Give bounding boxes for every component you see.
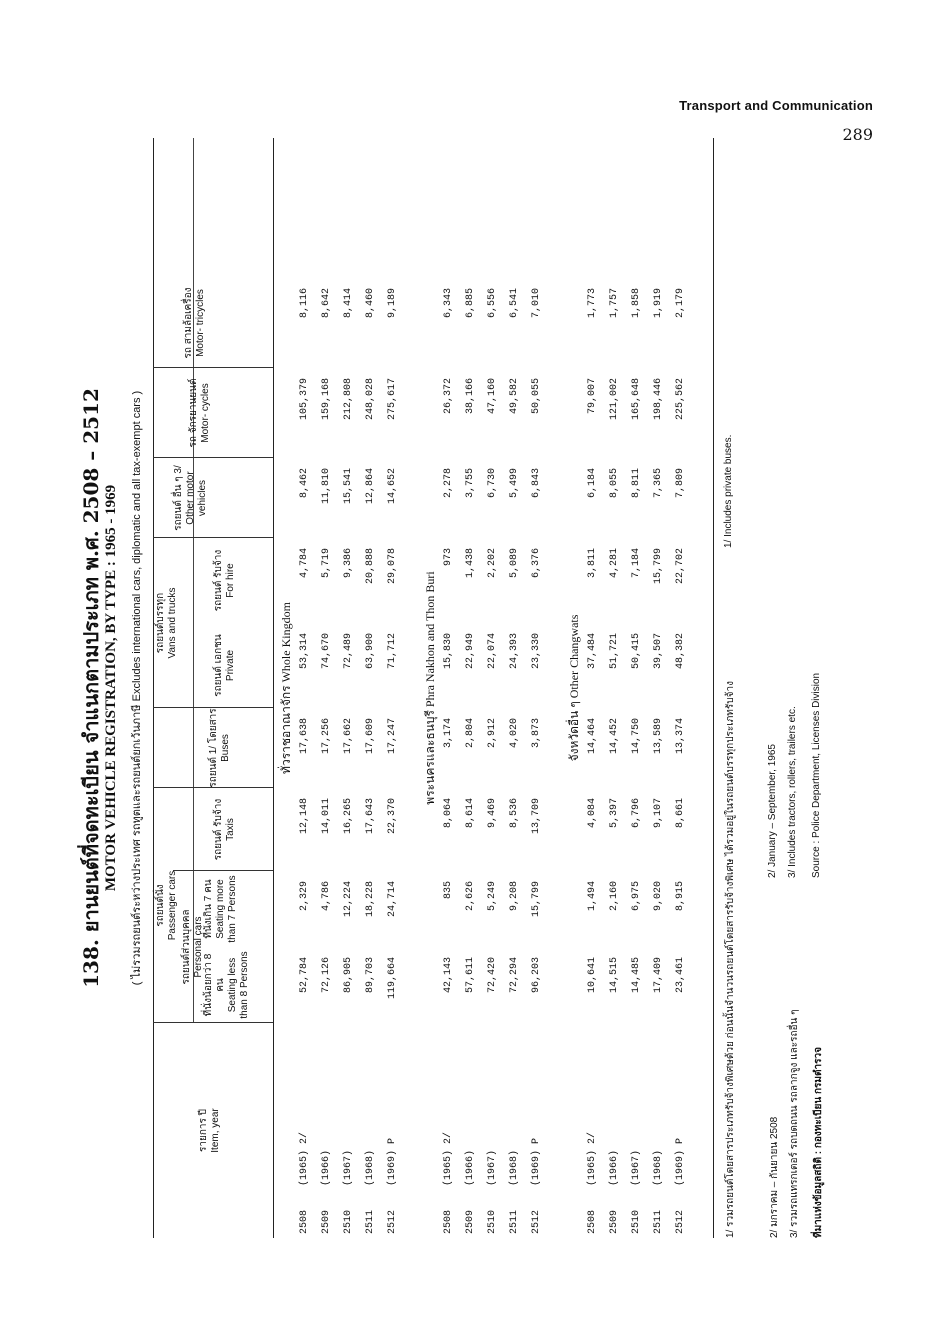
cell-other: 3,755 <box>465 468 476 499</box>
cell-other: 8,055 <box>609 468 620 499</box>
cell-lt8: 42,143 <box>443 957 454 994</box>
col-buses: รถยนต์ 1/ โดยสาร Buses <box>208 708 231 788</box>
cell-year: (1968) <box>509 1149 520 1186</box>
cell-gt7: 24,714 <box>387 881 398 918</box>
col-motorcycles: รถ จักรยานยนต์ Motor- cycles <box>188 378 211 448</box>
cell-hire: 15,799 <box>653 548 664 585</box>
section-title: Transport and Communication <box>679 98 873 113</box>
cell-other: 6,184 <box>587 468 598 499</box>
footnote-3-thai: 3/ รวมรถแทรกเตอร์ รถบดถนน รถลากจูง และรถอื่น ๆ <box>789 1009 800 1238</box>
cell-private: 39,507 <box>653 633 664 670</box>
table-row <box>343 138 360 1238</box>
cell-gt7: 6,975 <box>631 881 642 912</box>
cell-tri: 8,460 <box>365 288 376 319</box>
group-title-phra-nakhon-thon-buri: พระนครและธนบุรี Phra Nakhon and Thon Buri <box>423 571 437 805</box>
group-title-whole-kingdom: ทั่วราชอาณาจักร Whole Kingdom <box>279 602 293 774</box>
cell-moto: 50,055 <box>531 378 542 415</box>
table-row <box>465 138 482 1238</box>
table-row <box>509 138 526 1238</box>
cell-be: 2508 <box>443 1209 454 1234</box>
cell-moto: 275,617 <box>387 378 398 421</box>
cell-buses: 2,804 <box>465 718 476 749</box>
cell-year: (1967) <box>343 1149 354 1186</box>
cell-private: 24,393 <box>509 633 520 670</box>
cell-taxis: 8,661 <box>675 798 686 829</box>
table-row <box>675 138 692 1238</box>
cell-year: (1967) <box>487 1149 498 1186</box>
cell-hire: 6,376 <box>531 548 542 579</box>
table-row <box>443 138 460 1238</box>
cell-tri: 1,773 <box>587 288 598 319</box>
cell-taxis: 13,709 <box>531 798 542 835</box>
table-row <box>321 138 338 1238</box>
cell-year: (1969) P <box>387 1137 398 1186</box>
cell-lt8: 72,126 <box>321 957 332 994</box>
cell-tri: 2,179 <box>675 288 686 319</box>
cell-buses: 17,609 <box>365 718 376 755</box>
cell-gt7: 8,915 <box>675 881 686 912</box>
cell-other: 8,462 <box>299 468 310 499</box>
cell-be: 2510 <box>487 1209 498 1234</box>
cell-other: 5,499 <box>509 468 520 499</box>
cell-tri: 8,642 <box>321 288 332 319</box>
cell-tri: 1,919 <box>653 288 664 319</box>
cell-private: 48,382 <box>675 633 686 670</box>
cell-year: (1969) P <box>675 1137 686 1186</box>
cell-tri: 8,116 <box>299 288 310 319</box>
footnote-1-thai: 1/ รวมรถยนต์โดยสารประเภทรับจ้างพิเศษด้วย ก่อนนั้นจำนวนรถยนต์โดยสารรับจ้างพิเศษ ได้รวมอยู่ในรถยนต์บรรทุกประเภทรับจ้าง <box>725 681 736 1238</box>
footnote-2-english: 2/ January – September, 1965 <box>767 744 778 878</box>
cell-buses: 2,912 <box>487 718 498 749</box>
cell-year: (1968) <box>365 1149 376 1186</box>
cell-buses: 13,589 <box>653 718 664 755</box>
cell-hire: 20,888 <box>365 548 376 585</box>
cell-year: (1965) 2/ <box>443 1131 454 1186</box>
cell-moto: 248,028 <box>365 378 376 421</box>
col-item: รายการ ปี Item, year <box>198 1108 221 1153</box>
cell-private: 74,670 <box>321 633 332 670</box>
cell-taxis: 16,265 <box>343 798 354 835</box>
page-number: 289 <box>842 125 873 144</box>
table-row <box>365 138 382 1238</box>
cell-lt8: 119,664 <box>387 957 398 1000</box>
source-english: Source : Police Department, Licenses Division <box>811 672 822 878</box>
col-taxis: รถยนต์ รับจ้าง Taxis <box>213 798 236 861</box>
cell-other: 2,278 <box>443 468 454 499</box>
cell-tri: 9,189 <box>387 288 398 319</box>
cell-moto: 47,160 <box>487 378 498 415</box>
cell-tri: 8,414 <box>343 288 354 319</box>
table-row <box>653 138 670 1238</box>
cell-hire: 9,386 <box>343 548 354 579</box>
cell-year: (1966) <box>321 1149 332 1186</box>
cell-buses: 17,256 <box>321 718 332 755</box>
cell-buses: 14,464 <box>587 718 598 755</box>
cell-year: (1967) <box>631 1149 642 1186</box>
cell-taxis: 9,469 <box>487 798 498 829</box>
cell-gt7: 5,249 <box>487 881 498 912</box>
cell-tri: 1,757 <box>609 288 620 319</box>
cell-be: 2508 <box>587 1209 598 1234</box>
cell-hire: 3,811 <box>587 548 598 579</box>
cell-gt7: 9,208 <box>509 881 520 912</box>
table-row <box>587 138 604 1238</box>
cell-moto: 121,002 <box>609 378 620 421</box>
table-title-thai: 138. ยานยนต์ที่จดทะเบียน จำแนกตามประเภท พ.ศ. 2508 – 2512 <box>79 388 103 988</box>
cell-other: 6,843 <box>531 468 542 499</box>
col-vans-private: รถยนต์ เอกชน Private <box>213 634 236 697</box>
rotated-table-page <box>75 138 885 1238</box>
cell-year: (1966) <box>609 1149 620 1186</box>
cell-be: 2511 <box>653 1209 664 1234</box>
cell-other: 12,864 <box>365 468 376 505</box>
cell-be: 2509 <box>609 1209 620 1234</box>
cell-buses: 14,452 <box>609 718 620 755</box>
cell-tri: 6,343 <box>443 288 454 319</box>
cell-moto: 225,562 <box>675 378 686 421</box>
col-seating-less-than-8: ที่นั่งน้อยกว่า 8 คน Seating less than 8 Persons <box>203 951 250 1019</box>
cell-tri: 6,541 <box>509 288 520 319</box>
cell-be: 2512 <box>675 1209 686 1234</box>
cell-taxis: 12,148 <box>299 798 310 835</box>
cell-taxis: 6,796 <box>631 798 642 829</box>
cell-gt7: 4,786 <box>321 881 332 912</box>
cell-be: 2512 <box>531 1209 542 1234</box>
cell-lt8: 57,611 <box>465 957 476 994</box>
cell-buses: 13,374 <box>675 718 686 755</box>
cell-hire: 29,078 <box>387 548 398 585</box>
cell-moto: 198,446 <box>653 378 664 421</box>
table-row <box>631 138 648 1238</box>
cell-be: 2509 <box>321 1209 332 1234</box>
table-row <box>531 138 548 1238</box>
table-row <box>487 138 504 1238</box>
cell-year: (1968) <box>653 1149 664 1186</box>
cell-lt8: 17,409 <box>653 957 664 994</box>
cell-tri: 1,858 <box>631 288 642 319</box>
cell-hire: 973 <box>443 548 454 567</box>
cell-taxis: 9,107 <box>653 798 664 829</box>
col-vans-for-hire: รถยนต์ รับจ้าง For hire <box>213 549 236 612</box>
cell-hire: 4,281 <box>609 548 620 579</box>
cell-hire: 2,202 <box>487 548 498 579</box>
cell-moto: 38,166 <box>465 378 476 415</box>
cell-lt8: 89,703 <box>365 957 376 994</box>
cell-hire: 7,184 <box>631 548 642 579</box>
cell-other: 14,652 <box>387 468 398 505</box>
table-row <box>299 138 316 1238</box>
cell-private: 51,721 <box>609 633 620 670</box>
cell-other: 15,541 <box>343 468 354 505</box>
cell-taxis: 14,011 <box>321 798 332 835</box>
cell-gt7: 2,329 <box>299 881 310 912</box>
cell-be: 2509 <box>465 1209 476 1234</box>
cell-private: 71,712 <box>387 633 398 670</box>
cell-be: 2510 <box>631 1209 642 1234</box>
cell-buses: 4,020 <box>509 718 520 749</box>
col-group-passenger-cars: รถยนต์นั่ง Passenger cars <box>155 870 178 941</box>
col-other-motor-vehicles: รถยนต์ อื่น ๆ 3/ Other motor vehicles <box>173 465 208 531</box>
cell-be: 2511 <box>365 1209 376 1234</box>
cell-taxis: 4,084 <box>587 798 598 829</box>
footnote-1-english: 1/ Includes private buses. <box>723 434 734 548</box>
cell-be: 2510 <box>343 1209 354 1234</box>
cell-private: 50,415 <box>631 633 642 670</box>
footnote-3-english: 3/ Includes tractors, rollers, trailers etc. <box>787 706 798 878</box>
cell-private: 22,949 <box>465 633 476 670</box>
cell-be: 2508 <box>299 1209 310 1234</box>
cell-year: (1965) 2/ <box>299 1131 310 1186</box>
cell-moto: 165,648 <box>631 378 642 421</box>
cell-lt8: 10,641 <box>587 957 598 994</box>
cell-lt8: 96,203 <box>531 957 542 994</box>
cell-taxis: 17,643 <box>365 798 376 835</box>
cell-taxis: 22,370 <box>387 798 398 835</box>
cell-buses: 14,750 <box>631 718 642 755</box>
cell-moto: 159,168 <box>321 378 332 421</box>
cell-lt8: 14,515 <box>609 957 620 994</box>
col-seating-more-than-7: ที่นั่งเกิน 7 คน Seating more than 7 Persons <box>203 875 238 943</box>
cell-gt7: 2,160 <box>609 881 620 912</box>
cell-other: 7,365 <box>653 468 664 499</box>
cell-moto: 79,007 <box>587 378 598 415</box>
cell-gt7: 9,020 <box>653 881 664 912</box>
cell-taxis: 8,536 <box>509 798 520 829</box>
cell-private: 22,074 <box>487 633 498 670</box>
cell-lt8: 23,461 <box>675 957 686 994</box>
cell-moto: 105,379 <box>299 378 310 421</box>
cell-buses: 17,247 <box>387 718 398 755</box>
cell-private: 15,830 <box>443 633 454 670</box>
cell-private: 37,484 <box>587 633 598 670</box>
cell-tri: 7,010 <box>531 288 542 319</box>
cell-lt8: 52,784 <box>299 957 310 994</box>
cell-buses: 3,873 <box>531 718 542 749</box>
table-title-english: MOTOR VEHICLE REGISTRATION, BY TYPE : 1965 - 1969 <box>103 484 119 892</box>
cell-tri: 6,556 <box>487 288 498 319</box>
cell-lt8: 72,420 <box>487 957 498 994</box>
cell-private: 63,900 <box>365 633 376 670</box>
cell-lt8: 72,294 <box>509 957 520 994</box>
cell-other: 8,811 <box>631 468 642 499</box>
cell-moto: 212,808 <box>343 378 354 421</box>
cell-gt7: 835 <box>443 881 454 900</box>
cell-year: (1966) <box>465 1149 476 1186</box>
cell-moto: 26,372 <box>443 378 454 415</box>
cell-be: 2512 <box>387 1209 398 1234</box>
cell-lt8: 14,485 <box>631 957 642 994</box>
cell-hire: 4,784 <box>299 548 310 579</box>
cell-moto: 49,582 <box>509 378 520 415</box>
cell-gt7: 1,494 <box>587 881 598 912</box>
cell-buses: 17,638 <box>299 718 310 755</box>
cell-other: 11,810 <box>321 468 332 505</box>
cell-hire: 1,438 <box>465 548 476 579</box>
col-group-vans-trucks: รถยนต์บรรทุก Vans and trucks <box>155 587 178 659</box>
cell-gt7: 18,228 <box>365 881 376 918</box>
cell-gt7: 12,224 <box>343 881 354 918</box>
table-note: ( ไม่รวมรถยนต์ระหว่างประเทศ รถทูตและรถยนต์ยกเว้นภาษี Excludes international cars, diplomatic and all tax-exempt cars ) <box>131 390 143 986</box>
cell-hire: 5,719 <box>321 548 332 579</box>
cell-gt7: 2,626 <box>465 881 476 912</box>
cell-be: 2511 <box>509 1209 520 1234</box>
cell-buses: 17,662 <box>343 718 354 755</box>
cell-hire: 22,702 <box>675 548 686 585</box>
cell-gt7: 15,799 <box>531 881 542 918</box>
group-title-other-changwats: จังหวัดอื่น ๆ Other Changwats <box>567 614 581 762</box>
cell-taxis: 8,064 <box>443 798 454 829</box>
source-thai: ที่มาแห่งข้อมูลสถิติ : กองทะเบียน กรมตำรวจ <box>813 1047 824 1238</box>
cell-private: 23,330 <box>531 633 542 670</box>
cell-other: 7,809 <box>675 468 686 499</box>
footnote-2-thai: 2/ มกราคม – กันยายน 2508 <box>769 1116 780 1238</box>
cell-tri: 6,885 <box>465 288 476 319</box>
cell-private: 53,314 <box>299 633 310 670</box>
cell-year: (1965) 2/ <box>587 1131 598 1186</box>
cell-taxis: 5,397 <box>609 798 620 829</box>
col-group-personal-cars: รถยนต์ส่วนบุคคล Personal cars <box>181 909 204 985</box>
cell-taxis: 8,614 <box>465 798 476 829</box>
cell-lt8: 86,905 <box>343 957 354 994</box>
cell-hire: 5,089 <box>509 548 520 579</box>
cell-other: 6,730 <box>487 468 498 499</box>
cell-private: 72,489 <box>343 633 354 670</box>
cell-year: (1969) P <box>531 1137 542 1186</box>
col-motor-tricycles: รถ สามล้อเครื่อง Motor- tricycles <box>183 287 206 359</box>
cell-buses: 3,174 <box>443 718 454 749</box>
table-row <box>609 138 626 1238</box>
table-row <box>387 138 404 1238</box>
